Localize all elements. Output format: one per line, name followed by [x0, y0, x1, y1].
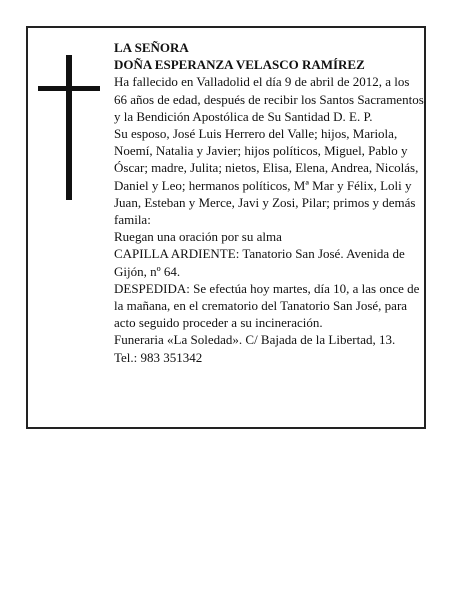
chapel-info: CAPILLA ARDIENTE: Tanatorio San José. Avenida de Gijón, nº 64.	[114, 246, 405, 279]
notice-title: LA SEÑORA	[114, 40, 189, 55]
phone-number: Tel.: 983 351342	[114, 349, 203, 365]
obituary-notice	[26, 26, 426, 429]
funeral-home-info: Funeraria «La Soledad». C/ Bajada de la Libertad, 13.	[114, 332, 396, 348]
cross-horizontal-bar	[38, 86, 100, 91]
notice-text	[114, 39, 424, 366]
cross-vertical-bar	[66, 55, 72, 200]
family-list: Su esposo, José Luis Herrero del Valle; hijos, Mariola, Noemí, Natalia y Javier; hijos políticos, Miguel, Pablo y Óscar; madre, Julita; nietos, Elisa, Elena, Andrea, Nicolás, Daniel y Leo; hermanos políticos, Mª Mar y Félix, Loli y Juan, Esteban y Merce, Javi y Zosi, Pilar; primos y demás famila:	[114, 126, 419, 228]
death-announcement: Ha fallecido en Valladolid el día 9 de abril de 2012, a los 66 años de edad, después de recibir los Santos Sacramentos y la Bendición Apostólica de Su Santidad D. E. P.	[114, 74, 424, 124]
farewell-info: DESPEDIDA: Se efectúa hoy martes, día 10, a las once de la mañana, en el crematorio del Tanatorio San José, para acto seguido proceder a su incineración.	[114, 280, 420, 331]
cross-icon	[38, 55, 98, 200]
prayer-request: Ruegan una oración por su alma	[114, 229, 282, 245]
deceased-name: DOÑA ESPERANZA VELASCO RAMÍREZ	[114, 57, 365, 73]
